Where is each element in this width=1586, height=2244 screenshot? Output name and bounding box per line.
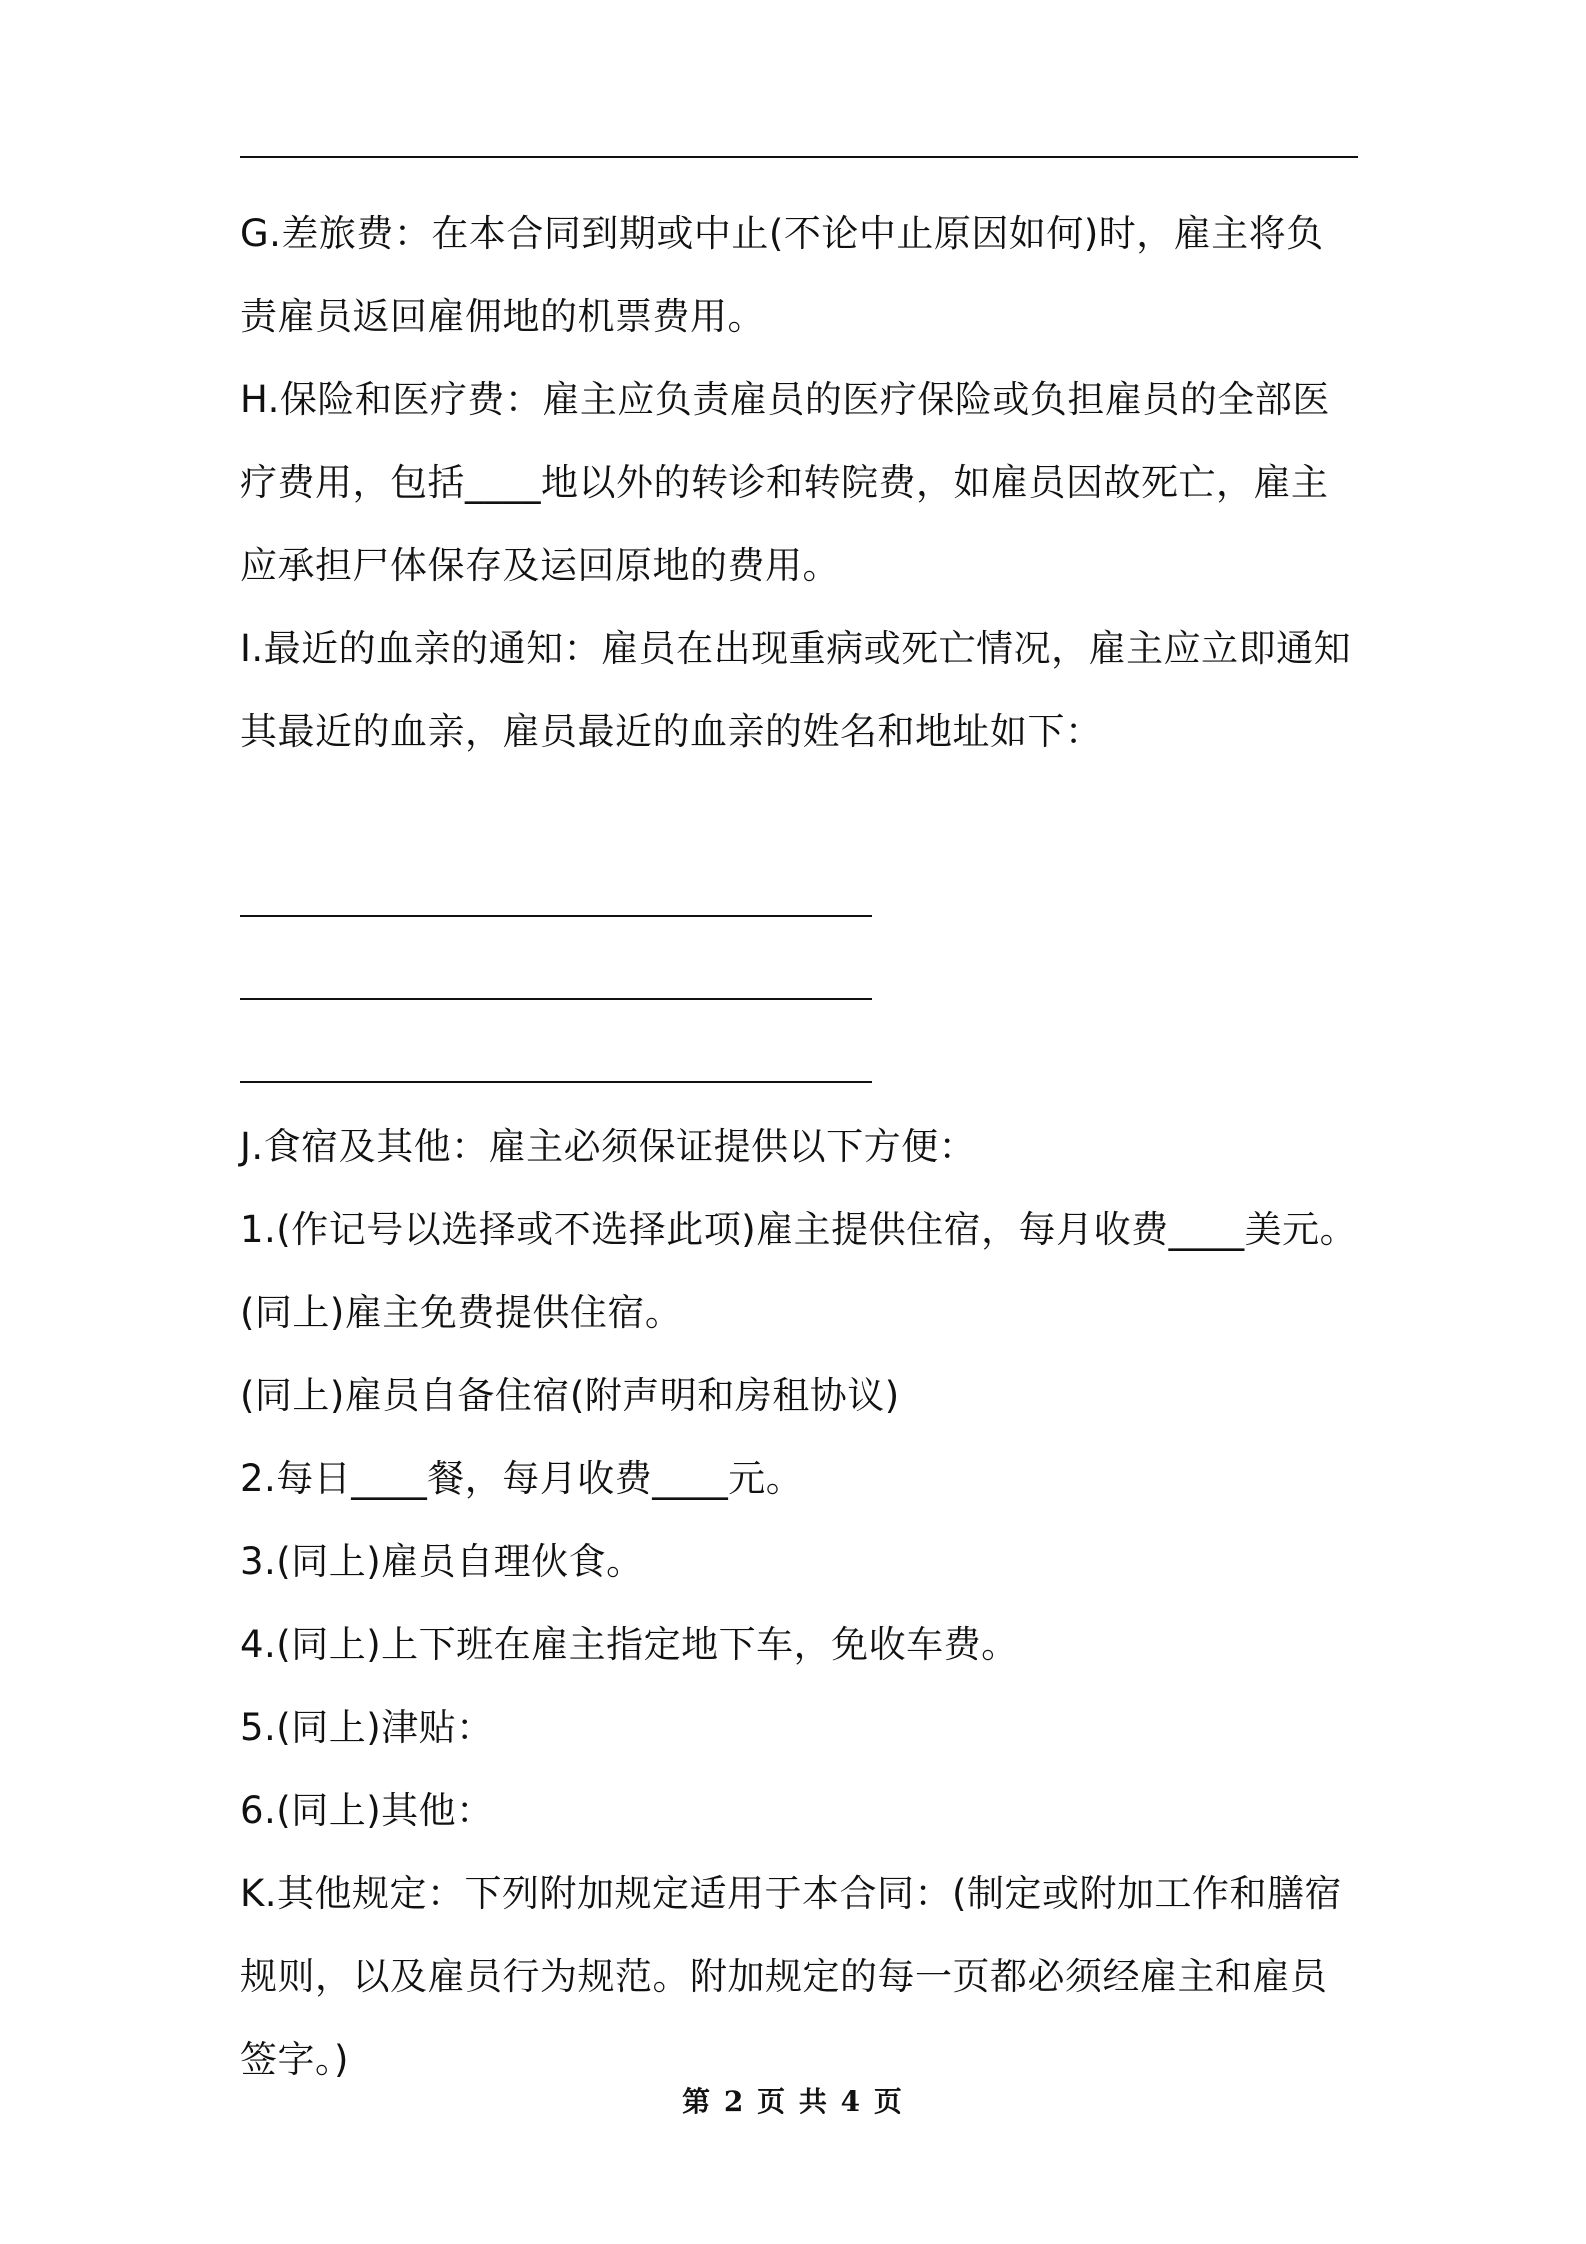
header-rule [240, 156, 1358, 158]
item-4-transport: 4.(同上)上下班在雇主指定地下车，免收车费。 [240, 1623, 1019, 1666]
spacer [240, 773, 1358, 856]
clause-j-board-lodging: J.食宿及其他：雇主必须保证提供以下方便： [240, 1125, 977, 1168]
blank-fill-line [240, 856, 1358, 939]
item-free-lodging: (同上)雇主免费提供住宿。 [240, 1291, 683, 1334]
item-5-allowance: 5.(同上)津贴： [240, 1706, 494, 1749]
page-number: 第 2 页 共 4 页 [682, 2085, 904, 2118]
clause-i-next-of-kin: I.最近的血亲的通知：雇员在出现重病或死亡情况，雇主应立即通知其最近的血亲，雇员最近的血亲的姓名和地址如下： [240, 627, 1352, 753]
item-6-other: 6.(同上)其他： [240, 1789, 494, 1832]
document-body [240, 192, 1358, 2101]
blank-fill-line [240, 1022, 1358, 1105]
blank-fill-line [240, 939, 1358, 1022]
item-self-lodging: (同上)雇员自备住宿(附声明和房租协议) [240, 1374, 900, 1417]
clause-k-other-rules: K.其他规定：下列附加规定适用于本合同：(制定或附加工作和膳宿规则，以及雇员行为规范。附加规定的每一页都必须经雇主和雇员签字。) [240, 1872, 1342, 2081]
clause-h-insurance: H.保险和医疗费：雇主应负责雇员的医疗保险或负担雇员的全部医疗费用，包括____地以外的转诊和转院费，如雇员因故死亡，雇主应承担尸体保存及运回原地的费用。 [240, 378, 1330, 587]
clause-g-travel: G.差旅费：在本合同到期或中止(不论中止原因如何)时，雇主将负责雇员返回雇佣地的机票费用。 [240, 212, 1324, 338]
item-3-self-meals: 3.(同上)雇员自理伙食。 [240, 1540, 644, 1583]
item-2-meals: 2.每日____餐，每月收费____元。 [240, 1457, 804, 1500]
item-1-lodging-fee: 1.(作记号以选择或不选择此项)雇主提供住宿，每月收费____美元。 [240, 1208, 1358, 1251]
